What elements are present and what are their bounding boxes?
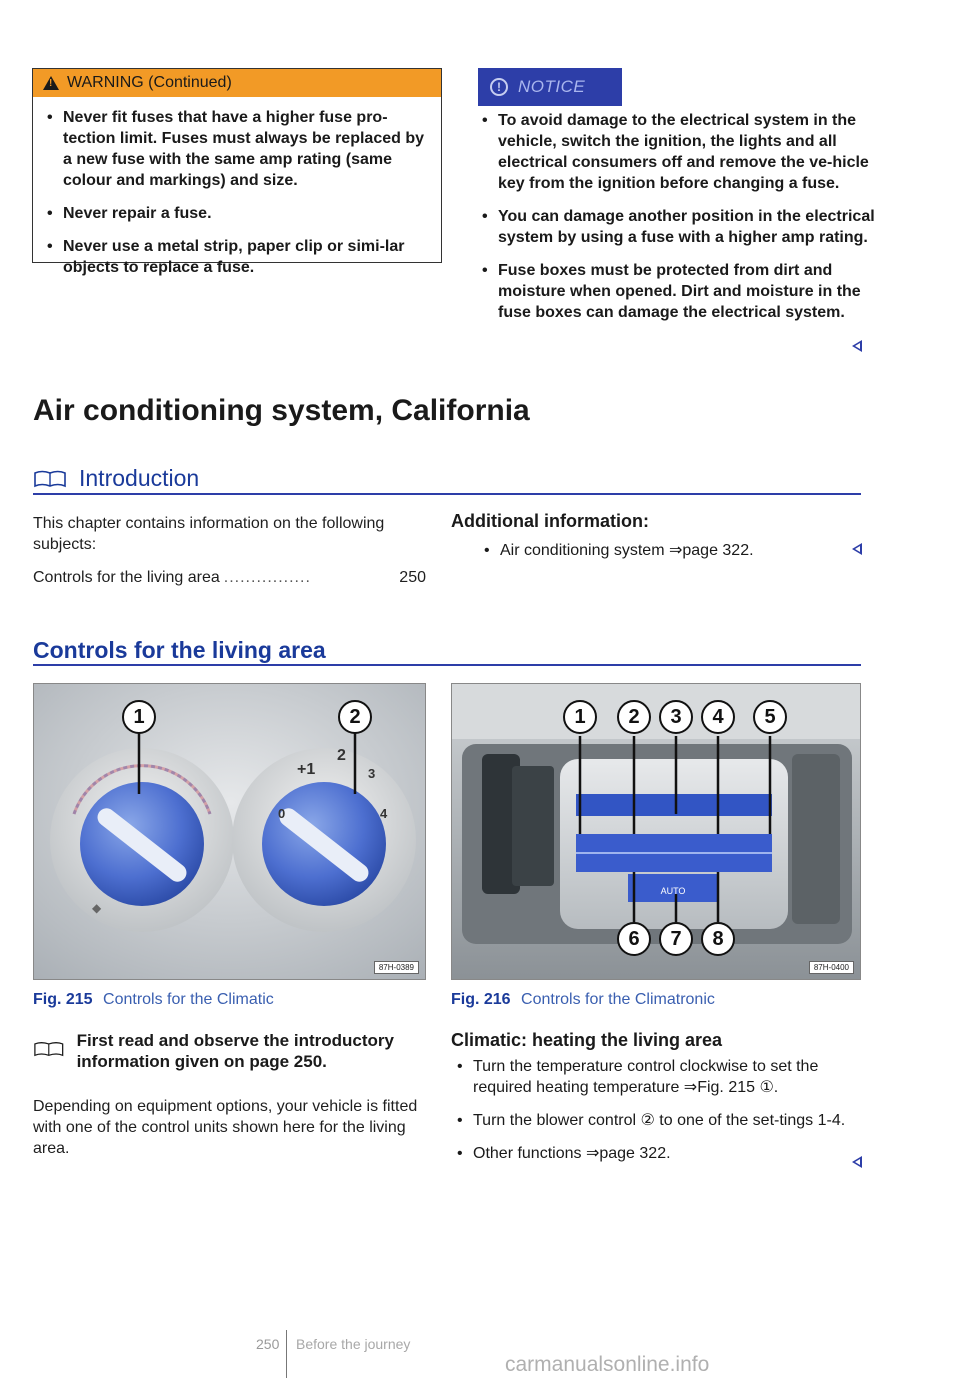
section-title: Air conditioning system, California <box>33 394 530 427</box>
notice-title: NOTICE <box>518 77 586 96</box>
climatronic-controls-image <box>452 684 861 980</box>
callout-6: 6 <box>617 922 651 956</box>
additional-info-item[interactable]: • Air conditioning system ⇒page 322. <box>478 540 818 561</box>
warning-box <box>32 68 442 276</box>
svg-text:2: 2 <box>337 747 346 764</box>
figure-code: 87H-0389 <box>374 961 419 974</box>
callout-2: 2 <box>617 700 651 734</box>
svg-text:0: 0 <box>278 806 286 821</box>
warning-item: • Never use a metal strip, paper clip or simi-lar objects to replace a fuse. <box>43 236 431 278</box>
book-icon <box>33 1036 65 1062</box>
callout-7: 7 <box>659 922 693 956</box>
figure-216-caption <box>451 991 715 1009</box>
toc-entry-label: Controls for the living area <box>33 569 220 586</box>
figure-number: Fig. 216 <box>451 991 511 1008</box>
notice-header <box>478 68 622 106</box>
controls-body-text: Depending on equipment options, your vehicle is fitted with one of the control units shown here for the living area. <box>33 1098 418 1157</box>
callout-4: 4 <box>701 700 735 734</box>
figure-number: Fig. 215 <box>33 991 93 1008</box>
climatic-heading: Climatic: heating the living area <box>451 1030 723 1050</box>
controls-heading: Controls for the living area <box>33 637 326 663</box>
book-icon <box>33 470 67 488</box>
introduction-heading-text: Introduction <box>79 465 200 491</box>
svg-text:4: 4 <box>380 806 388 821</box>
warning-triangle-icon <box>43 76 59 90</box>
warning-header <box>33 69 441 97</box>
auto-label: AUTO <box>660 886 686 896</box>
callout-8: 8 <box>701 922 735 956</box>
climatic-item: • Turn the temperature control clockwise to set the required heating temperature ⇒Fig. 215 ①. <box>451 1056 851 1098</box>
svg-text:3: 3 <box>368 766 376 781</box>
footer-section: Before the journey <box>296 1336 411 1352</box>
svg-text:+1: +1 <box>297 761 316 778</box>
toc-page-number: 250 <box>399 569 426 586</box>
warning-item: • Never repair a fuse. <box>43 203 431 224</box>
callout-2: 2 <box>338 700 372 734</box>
page-number: 250 <box>256 1336 280 1352</box>
heading-divider <box>33 493 861 495</box>
svg-text:◆: ◆ <box>92 901 102 915</box>
warning-item: • Never fit fuses that have a higher fuse pro-tection limit. Fuses must always be replaced by a new fuse with the same amp rating (same colour and markings) and size. <box>43 107 431 191</box>
footer-divider <box>286 1330 287 1378</box>
watermark: carmanualsonline.info <box>505 1353 710 1376</box>
end-of-section-icon <box>852 340 862 352</box>
figure-code: 87H-0400 <box>809 961 854 974</box>
callout-1: 1 <box>563 700 597 734</box>
heading-divider <box>33 664 861 666</box>
figure-215-climatic <box>33 683 426 980</box>
callout-1: 1 <box>122 700 156 734</box>
read-first-note <box>33 1030 438 1072</box>
figure-caption-text: Controls for the Climatronic <box>521 991 715 1008</box>
end-of-section-icon <box>852 543 862 555</box>
figure-216-climatronic <box>451 683 861 980</box>
end-of-section-icon <box>852 1156 862 1168</box>
toc-entry[interactable] <box>33 567 426 588</box>
callout-5: 5 <box>753 700 787 734</box>
toc-dots: ................ <box>223 569 311 586</box>
introduction-heading <box>33 465 199 492</box>
climatic-item: • Other functions ⇒page 322. <box>451 1143 851 1164</box>
intro-text: This chapter contains information on the following subjects: <box>33 515 385 553</box>
notice-item: • You can damage another position in the electrical system by using a fuse with a higher amp rating. <box>478 206 878 248</box>
figure-215-caption <box>33 991 274 1009</box>
notice-icon: ! <box>490 78 508 96</box>
notice-item: • To avoid damage to the electrical system in the vehicle, switch the ignition, the lights and all electrical consumers off and remove the ve-hicle key from the ignition before changing a fuse. <box>478 110 878 194</box>
read-first-text: First read and observe the introductory information given on page 250. <box>76 1031 394 1071</box>
notice-item: • Fuse boxes must be protected from dirt and moisture when opened. Dirt and moisture in the fuse boxes can damage the electrical system. <box>478 260 878 323</box>
figure-caption-text: Controls for the Climatic <box>103 991 274 1008</box>
climatic-item: • Turn the blower control ② to one of the set-tings 1-4. <box>451 1110 851 1131</box>
warning-title: WARNING (Continued) <box>67 74 232 91</box>
additional-info-heading: Additional information: <box>451 511 649 531</box>
callout-3: 3 <box>659 700 693 734</box>
